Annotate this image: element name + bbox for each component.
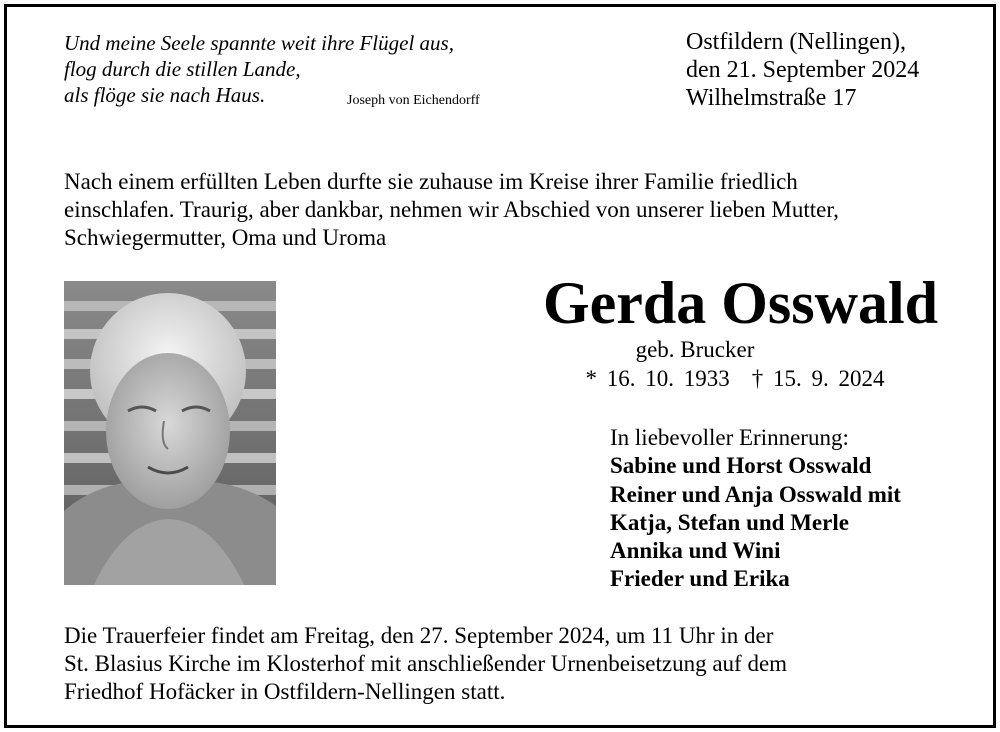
mourners-block [610, 424, 901, 594]
intro-text [64, 168, 944, 252]
poem-author: Joseph von Eichendorff [347, 93, 480, 108]
ceremony-text [64, 622, 944, 706]
mourners-heading: In liebevoller Erinnerung: [610, 425, 849, 450]
mourner-name: Reiner und Anja Osswald mit [610, 481, 901, 507]
portrait-image [64, 281, 276, 585]
mourner-name: Sabine und Horst Osswald [610, 453, 872, 479]
deceased-name: Gerda Osswald [542, 270, 938, 336]
mourner-name: Katja, Stefan und Merle [610, 509, 849, 535]
place-line: Ostfildern (Nellingen), [686, 29, 906, 55]
ceremony-line: St. Blasius Kirche im Klosterhof mit anschließender Urnenbeisetzung auf dem [64, 651, 788, 676]
ceremony-line: Friedhof Hofäcker in Ostfildern-Nellingen statt. [64, 679, 506, 704]
death-date: † 15. 9. 2024 [751, 366, 885, 391]
date-line: den 21. September 2024 [686, 57, 920, 83]
birth-date: * 16. 10. 1933 [585, 366, 730, 391]
intro-line: Nach einem erfüllten Leben durfte sie zuhause im Kreise ihrer Familie friedlich [64, 169, 798, 194]
poem-line: flog durch die stillen Lande, [64, 57, 301, 81]
birth-name: geb. Brucker [635, 337, 755, 362]
ceremony-line: Die Trauerfeier findet am Freitag, den 27. September 2024, um 11 Uhr in der [64, 623, 774, 648]
address-line: Wilhelmstraße 17 [686, 85, 857, 111]
intro-line: einschlafen. Traurig, aber dankbar, nehmen wir Abschied von unserer lieben Mutter, [64, 197, 839, 222]
poem-line: als flöge sie nach Haus. [64, 83, 266, 107]
portrait-photo [64, 281, 276, 585]
mourner-name: Annika und Wini [610, 538, 781, 564]
mourner-name: Frieder und Erika [610, 566, 790, 592]
poem-block [64, 30, 480, 108]
place-date-block [686, 28, 919, 112]
poem-line: Und meine Seele spannte weit ihre Flügel aus, [64, 31, 454, 55]
intro-line: Schwiegermutter, Oma und Uroma [64, 225, 387, 250]
life-dates [560, 365, 910, 393]
